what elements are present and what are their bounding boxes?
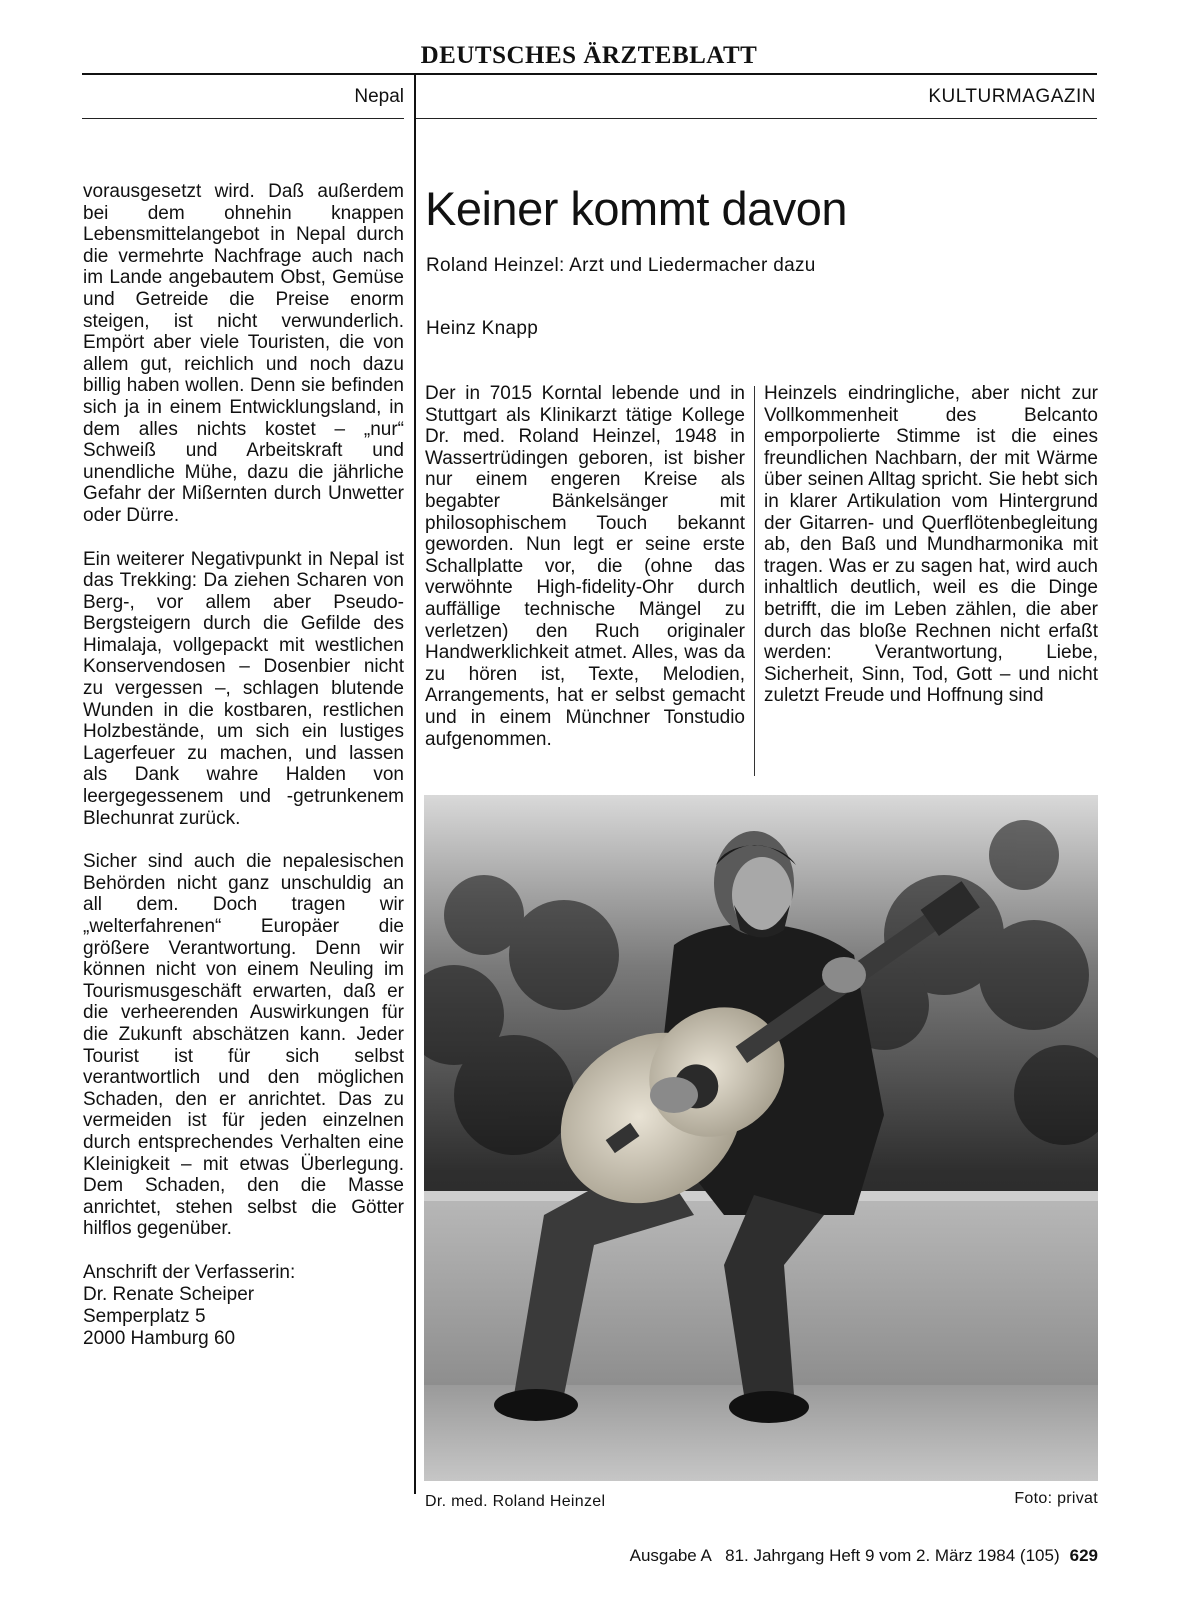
guitarist-photo [424, 795, 1098, 1481]
left-paragraph: Ein weiterer Negativpunkt in Nepal ist das Trekking: Da ziehen Scharen von Berg-, vor allem aber Pseudo-Bergsteigern durch die Gefilde des Himalaja, vollgepackt mit westlichen Konservendosen – Dosenbier nicht zu vergessen –, schlagen blutende Wunden in die kostbaren, restlichen Holzbestände, um sich ein lustiges Lagerfeuer zu machen, und lassen als Dank wahre Halden von leergegessenem und -getrunkenem Blechunrat zurück. [83, 548, 404, 829]
page-number: 629 [1069, 1546, 1098, 1565]
article-subtitle: Roland Heinzel: Arzt und Liedermacher dazu [426, 255, 816, 276]
article-column-2 [764, 383, 1098, 707]
column-divider [414, 74, 416, 1494]
article-paragraph: Heinzels eindringliche, aber nicht zur Vollkommenheit des Belcanto emporpolierte Stimme ist die eines freundlichen Nachbarn, der mit Wärme über seinen Alltag spricht. Sie hebt sich in klarer Artikulation vom Hintergrund der Gitarren- und Querflötenbegleitung ab, den Baß und Mundharmonika mit tragen. Was er zu sagen hat, wird auch inhaltlich deutlich, weil es die Dinge betrifft, die im Leben zählen, die aber durch das bloße Rechnen nicht erfaßt werden: Verantwortung, Liebe, Sicherheit, Sinn, Tod, Gott – und nicht zuletzt Freude und Hoffnung sind [764, 383, 1098, 707]
left-paragraph: Sicher sind auch die nepalesischen Behörden nicht ganz unschuldig an all dem. Doch tragen wir „welterfahrenen“ Europäer die größere Verantwortung. Denn wir können nicht von einem Neuling im Tourismusgeschäft erwarten, daß er die verheerenden Auswirkungen für die Zukunft abschätzen kann. Jeder Tourist ist für sich selbst verantwortlich und den möglichen Schaden, den er anrichtet. Das zu vermeiden ist für jeden einzelnen durch entsprechendes Verhalten eine Kleinigkeit – mit etwas Überlegung. Dem Schaden, den die Masse anrichtet, stehen selbst die Götter hilflos gegenüber. [83, 851, 404, 1240]
address-line: Semperplatz 5 [83, 1305, 206, 1327]
photo-caption: Dr. med. Roland Heinzel [425, 1493, 606, 1510]
section-rule-right [416, 118, 1097, 119]
author-address [83, 1262, 404, 1350]
article-column-1 [425, 383, 745, 750]
left-column [83, 181, 404, 1350]
hand-right [650, 1077, 698, 1113]
left-paragraph: vorausgesetzt wird. Daß außerdem bei dem ohnehin knappen Lebensmittelangebot in Nepal durch die vermehrte Nachfrage auch nach im Lande angebautem Obst, Gemüse und Getreide die Preise enorm steigen, ist nicht verwunderlich. Empört aber viele Touristen, die von allem gut, reichlich und noch dazu billig haben wollen. Denn sie befinden sich ja in einem Entwicklungsland, in dem alles nichts kostet – „nur“ Schweiß und Arbeitskraft und unendliche Mühe, dazu die jährliche Gefahr der Mißernten durch Unwetter oder Dürre. [83, 181, 404, 526]
top-rule [82, 73, 1097, 75]
page-footer [470, 1546, 1098, 1566]
article-title: Keiner kommt davon [425, 182, 848, 235]
article-column-divider [754, 386, 755, 776]
issue-info: Ausgabe A 81. Jahrgang Heft 9 vom 2. März 1984 (105) [629, 1546, 1060, 1565]
masthead: DEUTSCHES ÄRZTEBLATT [420, 42, 758, 69]
article-author: Heinz Knapp [426, 318, 539, 339]
address-line: Anschrift der Verfasserin: [83, 1261, 296, 1283]
section-label-left: Nepal [354, 86, 404, 107]
foot-right [729, 1391, 809, 1423]
hand-left [822, 957, 866, 993]
article-paragraph: Der in 7015 Korntal lebende und in Stuttgart als Klinikarzt tätige Kollege Dr. med. Roland Heinzel, 1948 in Wassertrüdingen geboren, ist bisher nur einem engeren Kreise als begabter Bänkelsänger mit philosophischem Touch bekannt geworden. Nun legt er seine erste Schallplatte vor, die (ohne das verwöhnte High-fidelity-Ohr durch auffällige technische Mängel zu verletzen) den Ruch originaler Handwerklichkeit atmet. Alles, was da zu hören ist, Texte, Melodien, Arrangements, hat er selbst gemacht und in einem Münchner Tonstudio aufgenommen. [425, 383, 745, 750]
address-line: Dr. Renate Scheiper [83, 1283, 255, 1305]
section-label-right: KULTURMAGAZIN [928, 86, 1096, 107]
section-rule-left [82, 118, 404, 119]
photo-credit: Foto: privat [1014, 1490, 1098, 1507]
foot-left [494, 1389, 578, 1421]
address-line: 2000 Hamburg 60 [83, 1327, 236, 1349]
